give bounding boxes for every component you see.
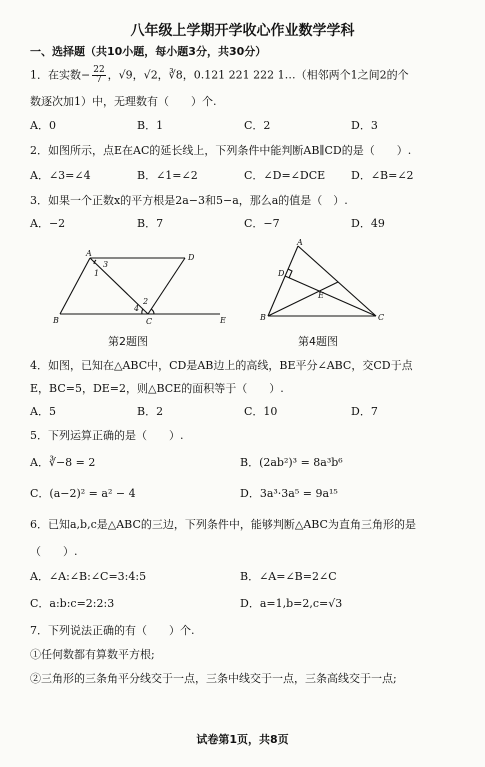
point-label: C [378,313,385,322]
angle-arc [151,309,154,314]
question-1-line-2: 数逐次加1）中，无理数有（ ）个. [30,95,217,108]
figure-2-diagram [50,246,235,328]
option-d: D．3a³·3a⁵ = 9a¹⁵ [240,487,338,500]
segment-ac [298,246,376,316]
option-d: D．7 [351,405,378,418]
section-heading: 一、选择题（共10小题，每小题3分，共30分） [30,45,267,58]
segment-cd [148,258,185,314]
point-label: C [146,317,153,326]
question-2: 2．如图所示，点E在AC的延长线上，下列条件中能判断AB∥CD的是（ ）. [30,144,412,157]
statement-1: ①任何数都有算数平方根; [30,648,155,661]
point-label: B [260,313,266,322]
point-label: E [220,316,226,325]
option-d: D．3 [351,119,378,132]
question-4-line-1: 4．如图，已知在△ABC中，CD是AB边上的高线，BE平分∠ABC，交CD于点 [30,359,413,372]
statement-2: ②三角形的三条角平分线交于一点，三条中线交于一点，三条高线交于一点; [30,672,397,685]
option-b: B．7 [137,217,164,230]
option-a: A．−2 [30,217,66,230]
point-label: A [297,238,303,247]
question-1-rest: ，√9，√2，∛8，0.121 221 222 1…（相邻两个1之间2的个 [107,68,409,82]
point-label: B [53,316,59,325]
option-b: B．1 [137,119,164,132]
question-5-options-row-1 [30,455,460,471]
option-b: B．(2ab²)³ = 8a³b⁶ [240,456,343,469]
figure-4-caption: 第4题图 [298,335,338,348]
point-label: D [188,253,195,262]
option-c: C．−7 [244,217,280,230]
question-1-line-1: 1．在实数− $\frac{22}{7}$ ，√9，√2，∛8，0.121 221 222 1…（相邻两个1之间2的个 [30,65,409,85]
option-b: B．∠A=∠B=2∠C [240,570,337,583]
question-6-options-row-1 [30,569,460,585]
option-d: D．49 [351,217,385,230]
right-angle-mark [288,269,292,278]
question-6-line-1: 6．已知a,b,c是△ABC的三边，下列条件中，能够判断△ABC为直角三角形的是 [30,518,416,531]
question-3: 3．如果一个正数x的平方根是2a−3和5−a，那么a的值是（ ）. [30,194,348,207]
point-label: A [86,249,92,258]
fraction: $\frac{22}{7}$ [93,65,105,85]
option-d: D．a=1,b=2,c=√3 [240,597,343,610]
question-1-prefix: 1．在实数 [30,68,81,82]
point-label: D [278,269,285,278]
option-a: A．∠A:∠B:∠C=3:4:5 [30,570,147,583]
point-label: E [318,291,324,300]
segment-ac [90,258,148,314]
option-c: C．(a−2)² = a² − 4 [30,487,136,500]
option-c: C．10 [244,405,278,418]
question-5: 5．下列运算正确的是（ ）. [30,429,184,442]
question-4-options [30,404,460,420]
question-5-options-row-2 [30,486,460,502]
angle-label: 4 [134,304,140,313]
question-7: 7．下列说法正确的有（ ）个. [30,624,195,637]
option-a: A．5 [30,405,56,418]
option-c: C．∠D=∠DCE [244,169,326,182]
segment-be [268,282,338,316]
option-d: D．∠B=∠2 [351,169,414,182]
figure-2-caption: 第2题图 [108,335,148,348]
angle-label: 3 [103,260,109,269]
angle-arc [142,309,143,314]
option-a: A．∛−8 = 2 [30,456,96,469]
option-a: A．∠3=∠4 [30,169,91,182]
option-b: B．∠1=∠2 [137,169,198,182]
segment-cd [285,276,376,316]
segment-ab [60,258,90,314]
segment-ab [268,246,298,316]
question-2-options [30,168,460,184]
option-c: C．a:b:c=2:2:3 [30,597,115,610]
angle-label: 1 [94,269,100,278]
option-a: A．0 [30,119,56,132]
page-footer: 试卷第1页，共8页 [196,733,289,746]
figure-4-diagram [258,238,393,330]
option-b: B．2 [137,405,164,418]
question-3-options [30,216,460,232]
question-6-options-row-2 [30,596,460,612]
question-1-options [30,118,460,134]
option-c: C．2 [244,119,271,132]
question-6-line-2: （ ）. [30,545,78,558]
angle-label: 2 [143,297,149,306]
question-4-line-2: E，BC=5，DE=2，则△BCE的面积等于（ ）. [30,382,284,395]
exam-title: 八年级上学期开学收心作业数学学科 [130,23,355,39]
